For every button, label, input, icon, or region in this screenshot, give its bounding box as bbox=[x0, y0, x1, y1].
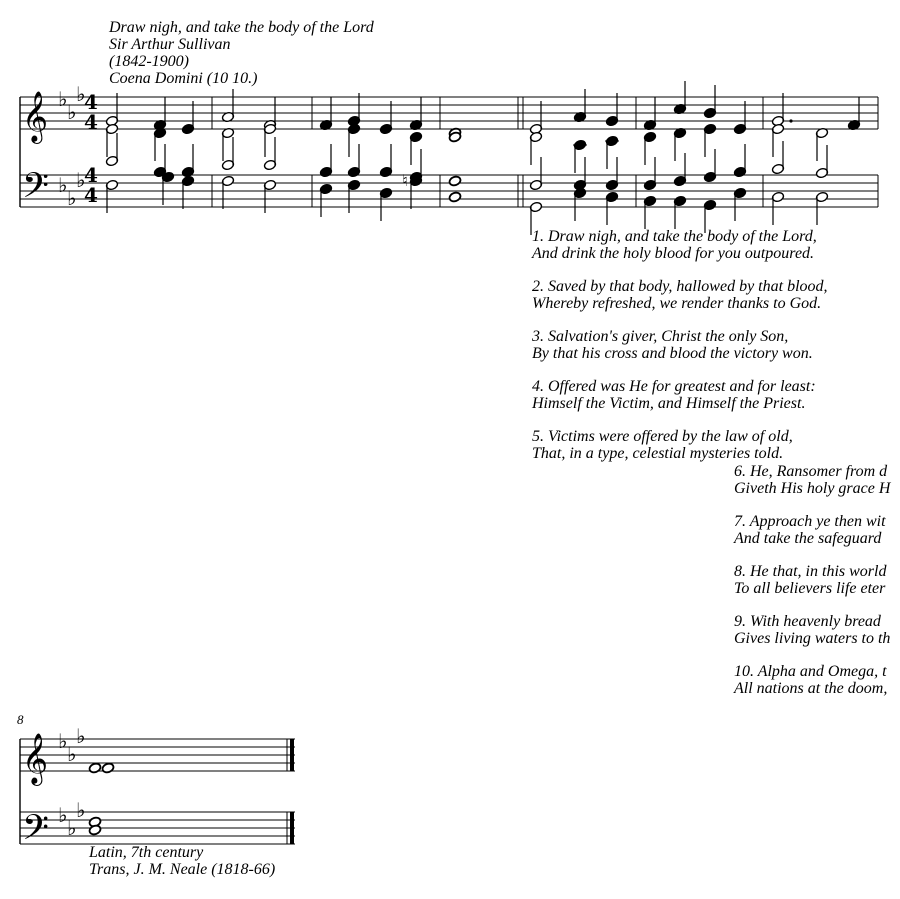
measure-number: 8 bbox=[17, 712, 24, 727]
verse-line: Gives living waters to th bbox=[734, 630, 891, 647]
time-sig-top: 4 bbox=[84, 163, 98, 187]
verse-line: 7. Approach ye then wit bbox=[734, 513, 886, 530]
augmentation-dot bbox=[789, 119, 792, 122]
time-sig-top: 4 bbox=[84, 90, 98, 114]
verse-line: All nations at the doom, bbox=[734, 680, 888, 697]
verse-line: 6. He, Ransomer from d bbox=[734, 463, 888, 480]
note-head bbox=[448, 175, 461, 187]
note-head bbox=[88, 762, 101, 774]
verse-line: 1. Draw nigh, and take the body of the Lord, bbox=[532, 228, 817, 245]
hymn-title: Draw nigh, and take the body of the Lord bbox=[109, 19, 374, 36]
flat-icon: ♭ bbox=[67, 816, 77, 840]
time-sig-bottom: 4 bbox=[84, 183, 98, 207]
staff-lines bbox=[20, 97, 878, 844]
bass-clef-icon: 𝄢 bbox=[22, 165, 50, 214]
verse-line: To all believers life eter bbox=[734, 580, 886, 597]
flat-icon: ♭ bbox=[76, 798, 86, 822]
barlines bbox=[20, 97, 878, 844]
flat-icon: ♭ bbox=[76, 82, 86, 106]
verse-line: Whereby refreshed, we render thanks to God. bbox=[532, 295, 822, 312]
notes bbox=[88, 81, 860, 836]
flat-icon: ♭ bbox=[67, 186, 77, 210]
flat-icon: ♭ bbox=[58, 729, 68, 753]
treble-clef-icon: 𝄞 bbox=[22, 91, 49, 142]
verse-line: 8. He that, in this world bbox=[734, 563, 887, 580]
score-marks bbox=[402, 171, 408, 190]
composer-dates: (1842-1900) bbox=[109, 53, 189, 70]
verse-line: 5. Victims were offered by the law of old, bbox=[532, 428, 793, 445]
verse-line: 2. Saved by that body, hallowed by that blood, bbox=[532, 278, 828, 295]
verse-line: 10. Alpha and Omega, t bbox=[734, 663, 887, 680]
verse-line: And drink the holy blood for you outpoured. bbox=[532, 245, 815, 262]
tune-name: Coena Domini (10 10.) bbox=[109, 70, 258, 87]
verse-line: Himself the Victim, and Himself the Priest. bbox=[532, 395, 806, 412]
flat-icon: ♭ bbox=[67, 742, 77, 766]
flat-icon: ♭ bbox=[58, 173, 68, 197]
flat-icon: ♭ bbox=[58, 87, 68, 111]
translator-credit: Trans, J. M. Neale (1818-66) bbox=[89, 861, 276, 878]
composer-name: Sir Arthur Sullivan bbox=[109, 36, 231, 53]
verse-line: And take the safeguard bbox=[734, 530, 882, 547]
note-head bbox=[101, 762, 114, 774]
time-sig-bottom: 4 bbox=[84, 110, 98, 134]
flat-icon: ♭ bbox=[76, 168, 86, 192]
verse-line: That, in a type, celestial mysteries told. bbox=[532, 445, 784, 462]
treble-clef-icon: 𝄞 bbox=[22, 733, 49, 784]
verse-line: 9. With heavenly bread bbox=[734, 613, 881, 630]
words-source: Latin, 7th century bbox=[89, 844, 204, 861]
bass-clef-icon: 𝄢 bbox=[22, 807, 50, 856]
verse-line: Giveth His holy grace H bbox=[734, 480, 891, 497]
flat-icon: ♭ bbox=[58, 803, 68, 827]
verse-line: By that his cross and blood the victory won. bbox=[532, 345, 813, 362]
flat-icon: ♭ bbox=[76, 724, 86, 748]
verse-line: 3. Salvation's giver, Christ the only Son, bbox=[532, 328, 789, 345]
note-head bbox=[448, 191, 461, 203]
key-signature bbox=[58, 82, 85, 840]
flat-icon: ♭ bbox=[67, 100, 77, 124]
natural-icon: ♮ bbox=[402, 171, 408, 190]
ledger-lines bbox=[529, 141, 619, 207]
verse-line: 4. Offered was He for greatest and for least: bbox=[532, 378, 816, 395]
